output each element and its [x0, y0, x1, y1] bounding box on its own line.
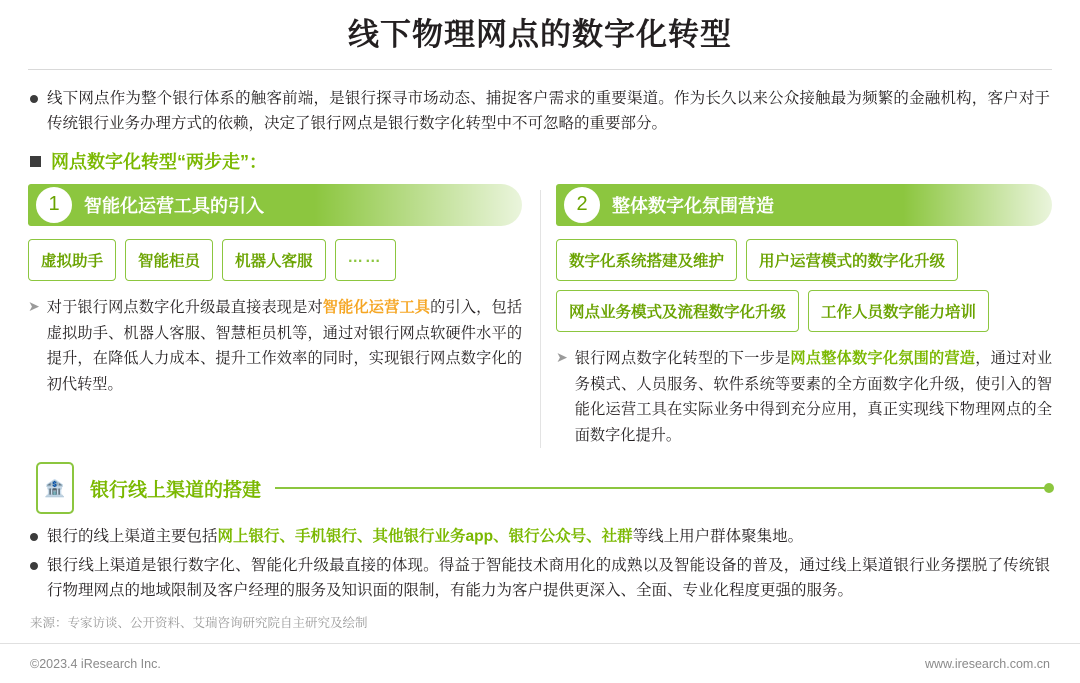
chip-item[interactable]: 机器人客服 [222, 239, 326, 281]
chip-item[interactable]: 工作人员数字能力培训 [808, 290, 989, 332]
bullet-dot-icon [30, 95, 38, 103]
source-note: 来源：专家访谈、公开资料、艾瑞咨询研究院自主研究及绘制 [30, 616, 368, 631]
online-channel-header [30, 462, 1050, 514]
step-band-1 [28, 184, 522, 226]
chip-item[interactable]: 用户运营模式的数字化升级 [746, 239, 958, 281]
mobile-bank-icon [36, 462, 74, 514]
section-rule [275, 487, 1050, 489]
column-left [28, 184, 540, 448]
chip-list-left [28, 239, 522, 281]
paragraph-right-part1: 银行网点数字化转型的下一步是 [574, 349, 791, 367]
online-bullet-1-highlight: 网上银行、手机银行、其他银行业务app、银行公众号、社群 [217, 528, 633, 546]
title-divider [28, 69, 1052, 70]
step-heading [30, 148, 1050, 174]
paragraph-left-part1: 对于银行网点数字化升级最直接表现是对 [46, 298, 323, 316]
paragraph-right-text [575, 346, 1052, 448]
online-channel-section [30, 462, 1050, 603]
step-heading-label: 网点数字化转型“两步走”： [51, 151, 267, 172]
bank-glyph: 🏦 [44, 478, 66, 498]
bullet-dot-icon [30, 533, 38, 541]
page-title: 线下物理网点的数字化转型 [348, 17, 732, 52]
paragraph-right-part2: ，通过对业务模式、人员服务、软件系统等要素的全方面数字化升级，使引入的智能化运营工具在实际业务中得到充分应用，真正实现线下物理网点的全面数字化提升。 [574, 349, 1053, 444]
chip-list-right [556, 239, 1052, 332]
step-number-1: 1 [34, 185, 74, 225]
chip-item[interactable]: 智能柜员 [125, 239, 213, 281]
intro-text: 线下网点作为整个银行体系的触客前端，是银行探寻市场动态、捕捉客户需求的重要渠道。作为长久以来公众接触最为频繁的金融机构，客户对于传统银行业务办理方式的依赖，决定了银行网点是银行数字化转型中不可忽略的重要部分。 [47, 89, 1050, 132]
footer [0, 643, 1080, 683]
online-bullet-list [30, 524, 1050, 603]
chip-item[interactable]: 网点业务模式及流程数字化升级 [556, 290, 799, 332]
paragraph-left [28, 295, 522, 397]
two-column-area [28, 184, 1052, 448]
list-item [30, 524, 1050, 549]
bullet-square-icon [30, 156, 41, 167]
step-number-2: 2 [562, 185, 602, 225]
chip-item[interactable]: …… [335, 239, 396, 281]
paragraph-left-highlight: 智能化运营工具 [322, 298, 431, 316]
bullet-dot-icon [30, 562, 38, 570]
paragraph-right-highlight: 网点整体数字化氛围的营造 [790, 349, 976, 367]
step-band-2-title: 整体数字化氛围营造 [612, 195, 774, 216]
online-channel-title: 银行线上渠道的搭建 [90, 479, 262, 501]
step-band-2 [556, 184, 1052, 226]
arrow-icon: ➤ [556, 348, 568, 365]
arrow-icon: ➤ [28, 297, 40, 314]
chip-item[interactable]: 虚拟助手 [28, 239, 116, 281]
paragraph-left-part2: 的引入，包括虚拟助手、机器人客服、智慧柜员机等，通过对银行网点软硬件水平的提升，在降低人力成本、提升工作效率的同时，实现银行网点数字化的初代转型。 [46, 298, 523, 393]
step-band-1-title: 智能化运营工具的引入 [84, 195, 264, 216]
online-bullet-1-part1: 银行的线上渠道主要包括 [47, 528, 218, 546]
online-bullet-1-part2: 等线上用户群体聚集地。 [632, 528, 804, 546]
chip-item[interactable]: 数字化系统搭建及维护 [556, 239, 737, 281]
footer-copyright: ©2023.4 iResearch Inc. [30, 656, 161, 671]
online-bullet-2: 银行线上渠道是银行数字化、智能化升级最直接的体现。得益于智能技术商用化的成熟以及智能设备的普及，通过线上渠道银行业务摆脱了传统银行物理网点的地域限制及客户经理的服务及知识面的限制，有能力为客户提供更深入、全面、专业化程度更强的服务。 [47, 557, 1050, 600]
online-bullet-1 [47, 524, 803, 549]
footer-website: www.iresearch.com.cn [924, 656, 1050, 671]
paragraph-left-text [47, 295, 522, 397]
list-item [30, 553, 1050, 603]
paragraph-right [556, 346, 1052, 448]
intro-bullet [30, 86, 1050, 136]
column-right [540, 184, 1052, 448]
